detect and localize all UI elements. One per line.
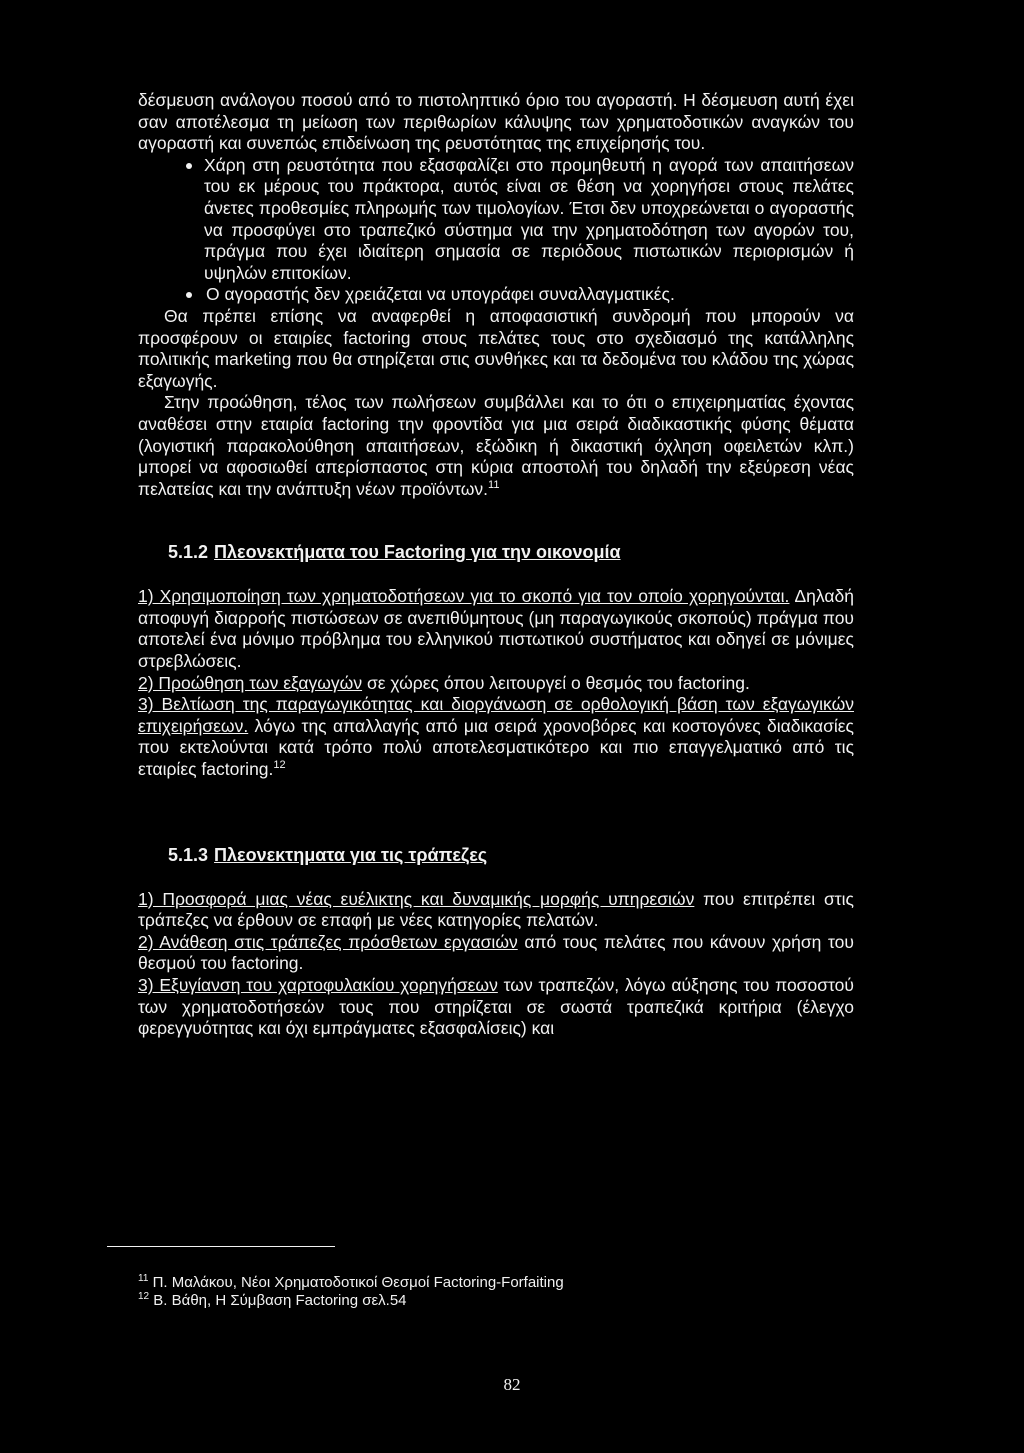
paragraph-sales-promotion [138,392,854,500]
section-title: Πλεονεκτηματα για τις τράπεζες [214,844,488,865]
paragraph-marketing: Θα πρέπει επίσης να αναφερθεί η αποφασιστική συνδρομή που μπορούν να προσφέρουν οι εταιρίες factoring στους πελάτες τους στο σχεδιασμό της κατάλληλης πολιτικής marketing που θα στηρίζεται στις συνθήκες και τα δεδομένα του κλάδου της χώρας εξαγωγής. [138,305,854,391]
footnotes [138,1274,564,1310]
list-item-lead: 2) Προώθηση των εξαγωγών [138,672,363,693]
list-item-text: Δηλαδή αποφυγή διαρροής πιστώσεων σε ανεπιθύμητους (μη παραγωγικούς σκοπούς) πράγμα που αποτελεί ένα μόνιμο πρόβλημα του ελληνικού πιστωτικού συστήματος και οδηγεί σε μόνιμες στρεβλώσεις. [138,586,854,672]
list-item [138,975,854,1040]
list-item [138,932,854,975]
bullet-item-liquidity: Χάρη στη ρευστότητα που εξασφαλίζει στο προμηθευτή η αγορά των απαιτήσεων του εκ μέρους του πράκτορα, αυτός είναι σε θέση να χορηγήσει στους πελάτες άνετες προθεσμίες πληρωμής των τιμολογίων. Έτσι δεν υποχρεώνεται ο αγοραστής να προσφύγει στο τραπεζικό σύστημα για την χρηματοδότηση των αγορών του, πράγμα που έχει ιδιαίτερη σημασία σε περιόδους πιστωτικών περιορισμών ή υψηλών επιτοκίων. [138,155,854,285]
paragraph-liquidity-effect: δέσμευση ανάλογου ποσού από το πιστοληπτικό όριο του αγοραστή. Η δέσμευση αυτή έχει σαν αποτέλεσμα τη μείωση των περιθωρίων κάλυψης των χρηματοδοτικών αναγκών του αγοραστή και συνεπώς επιδείνωση της ρευστότητας της επιχείρησής του. [138,90,854,154]
footnote-text: Π. Μαλάκου, Νέοι Χρηματοδοτικοί Θεσμοί Factoring-Forfaiting [152,1274,564,1291]
list-item [138,673,854,695]
list-item-lead: 1) Προσφορά μιας νέας ευέλικτης και δυναμικής μορφής υπηρεσιών [138,888,695,909]
list-item-lead: 2) Ανάθεση στις τράπεζες πρόσθετων εργασιών [138,931,518,952]
list-item [138,694,854,780]
page-number: 82 [503,1375,521,1394]
list-item [138,586,854,672]
list-item-lead: 3) Εξυγίανση του χαρτοφυλακίου χορηγήσεων [138,975,498,995]
list-item-lead: 3) Βελτίωση της παραγωγικότητας και διοργάνωση σε ορθολογική βάση των εξαγωγικών επιχειρήσεων. [138,694,854,736]
list-item [138,889,854,932]
section-title: Πλεονεκτήματα του Factoring για την οικονομία [214,542,621,563]
list-item-text: σε χώρες όπου λειτουργεί ο θεσμός του factoring. [362,672,750,693]
footnote-text: Β. Βάθη, Η Σύμβαση Factoring σελ.54 [153,1292,407,1309]
section-number: 5.1.3 [168,844,209,865]
footnote-number: 11 [138,1273,149,1284]
footnote-number: 12 [138,1291,150,1302]
footnote-ref-11[interactable]: 11 [488,478,500,491]
list-item-text: που επιτρέπει στις τράπεζες να έρθουν σε επαφή με νέες κατηγορίες πελατών. [138,888,854,931]
list-item-lead: 1) Χρησιμοποίηση των χρηματοδοτήσεων για το σκοπό για τον οποίο χορηγούνται. [138,586,790,607]
footnote-ref-12[interactable]: 12 [273,759,286,772]
page-body [138,90,854,1040]
list-item-text: από τους πελάτες που κάνουν χρήση του θεσμού του factoring. [138,931,854,974]
footnote-item [138,1274,564,1292]
footnote-divider [107,1246,335,1247]
section-number: 5.1.2 [168,542,209,563]
list-item-text: των τραπεζών, λόγω αύξησης του ποσοστού των χρηματοδοτήσεών τους που στηρίζεται σε σωστά τραπεζικά κριτήρια (έλεγχο φερεγγυότητας και όχι εμπράγματες εξασφαλίσεις) και [138,975,854,1039]
bullet-item-no-bills: Ο αγοραστής δεν χρειάζεται να υπογράφει συναλλαγματικές. [138,284,854,306]
section-heading-5-1-3 [138,843,854,867]
section-heading-5-1-2 [138,540,854,564]
list-item-text: λόγω της απαλλαγής από μια σειρά χρονοβόρες και κοστογόνες διαδικασίες που εκτελούνται κατά τρόπο πολύ αποτελεσματικότερο και πιο επαγγελματικό από τις εταιρίες factoring. [138,715,854,780]
paragraph-sales-promotion-text: Στην προώθηση, τέλος των πωλήσεων συμβάλλει και το ότι ο επιχειρηματίας έχοντας αναθέσει στην εταιρία factoring την φροντίδα για μια σειρά διαδικαστικής φύσης θέματα (λογιστική παρακολούθηση απαιτήσεων, εξώδικη ή δικαστική όχληση οφειλετών κλπ.) μπορεί να αφοσιωθεί απερίσπαστος στη κύρια αποστολή του δηλαδή την εξεύρεση νέας πελατείας και την ανάπτυξη νέων προϊόντων. [138,392,854,499]
footnote-item [138,1292,564,1310]
